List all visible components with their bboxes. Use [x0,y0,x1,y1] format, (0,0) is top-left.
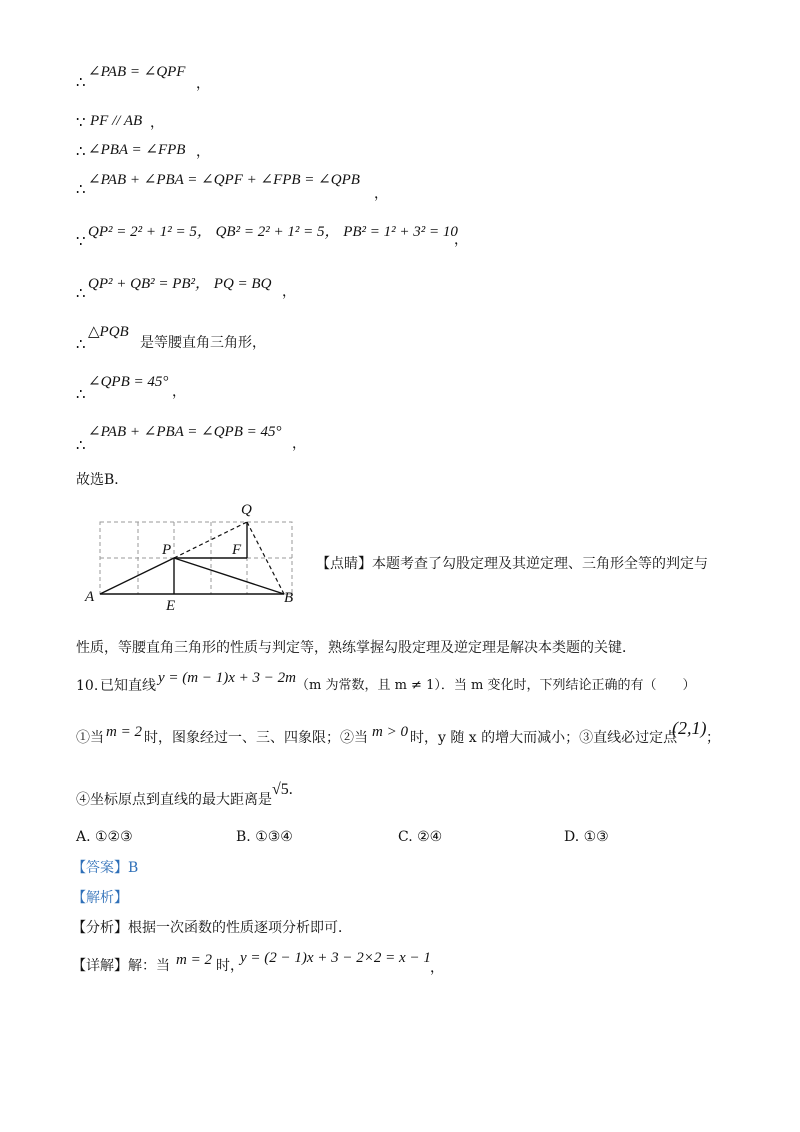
label-b: B [284,590,294,606]
equation: ∠PBA = ∠FPB [88,142,186,158]
answer-line [72,858,138,878]
stem-prefix: 已知直线 [100,678,156,694]
statement-4-math: √5. [272,781,293,798]
label-q: Q [241,502,252,518]
statement-3-end: ； [706,730,720,746]
punctuation: ， [150,115,164,131]
punctuation: ， [374,186,388,202]
therefore-symbol: ∴ [76,142,86,160]
statement-2-math: m > 0 [372,724,408,740]
because-symbol: ∵ [76,232,86,250]
equation: △PQB [88,324,129,340]
segment-ap [100,558,174,594]
comment-line-2: 性质，等腰直角三角形的性质与判定等，熟练掌握勾股定理及逆定理是解决本类题的关键． [76,640,636,656]
statement-2-text: 时，y 随 x 的增大而减小；③直线必过定点 [410,730,678,746]
detail-formula: y = (2 − 1)x + 3 − 2×2 = x − 1 [240,950,431,966]
punctuation: ， [282,284,296,300]
analysis-heading: 【解析】 [72,890,128,906]
punctuation: ， [172,384,186,400]
statement-3-math: (2,1) [672,718,707,738]
detail-mid: 时， [216,958,244,974]
statement-1-text: 时，图象经过一、三、四象限；②当 [144,730,368,746]
therefore-symbol: ∴ [76,335,86,353]
equation: ∠PAB = ∠QPF [88,64,186,80]
punctuation: ， [454,232,468,248]
therefore-symbol: ∴ [76,436,86,454]
geometry-diagram [84,498,304,614]
equation: ∠PAB + ∠PBA = ∠QPB = 45° [88,424,282,440]
statement-1-prefix: ①当 [76,730,104,746]
answer-text: 【答案】B [72,860,139,876]
option-a[interactable]: A. ①②③ [76,829,133,845]
segment-pb [174,558,284,594]
option-b[interactable]: B. ①③④ [236,829,293,845]
detail-prefix: 【详解】解：当 [72,958,170,974]
stem-formula: y = (m − 1)x + 3 − 2m [158,670,296,686]
detail-tail: ， [430,960,444,976]
stem-note: （m 为常数，且 m ≠ 1）．当 m 变化时，下列结论正确的有（ ） [296,678,696,693]
option-d[interactable]: D. ①③ [564,829,609,845]
detail-m: m = 2 [176,952,212,968]
statement-1-math: m = 2 [106,724,142,740]
therefore-symbol: ∴ [76,385,86,403]
label-f: F [232,542,242,558]
option-c[interactable]: C. ②④ [398,829,443,845]
equation: ∠PAB + ∠PBA = ∠QPF + ∠FPB = ∠QPB [88,172,360,188]
equation: ∠QPB = 45° [88,374,169,390]
equation: PF // AB [90,113,143,129]
comment-line-1: 【点睛】本题考查了勾股定理及其逆定理、三角形全等的判定与 [316,556,708,572]
equation: QP² = 2² + 1² = 5， QB² = 2² + 1² = 5， PB² = 1² + 3² = 10 [88,224,458,240]
question-number: 10. [76,678,99,694]
therefore-symbol: ∴ [76,73,86,91]
label-a: A [85,589,95,605]
analysis-text: 【分析】根据一次函数的性质逐项分析即可． [72,920,352,936]
because-symbol: ∵ [76,113,86,131]
label-p: P [162,542,172,558]
punctuation: ， [196,76,210,92]
equation: QP² + QB² = PB²， PQ = BQ [88,276,272,292]
punctuation: ， [292,436,306,452]
punctuation: ， [196,144,210,160]
therefore-symbol: ∴ [76,284,86,302]
conclusion-text: 故选B． [76,472,129,488]
statement-4-text: ④坐标原点到直线的最大距离是 [76,792,272,808]
therefore-symbol: ∴ [76,180,86,198]
label-e: E [166,598,176,614]
sentence-text: 是等腰直角三角形， [140,335,266,351]
